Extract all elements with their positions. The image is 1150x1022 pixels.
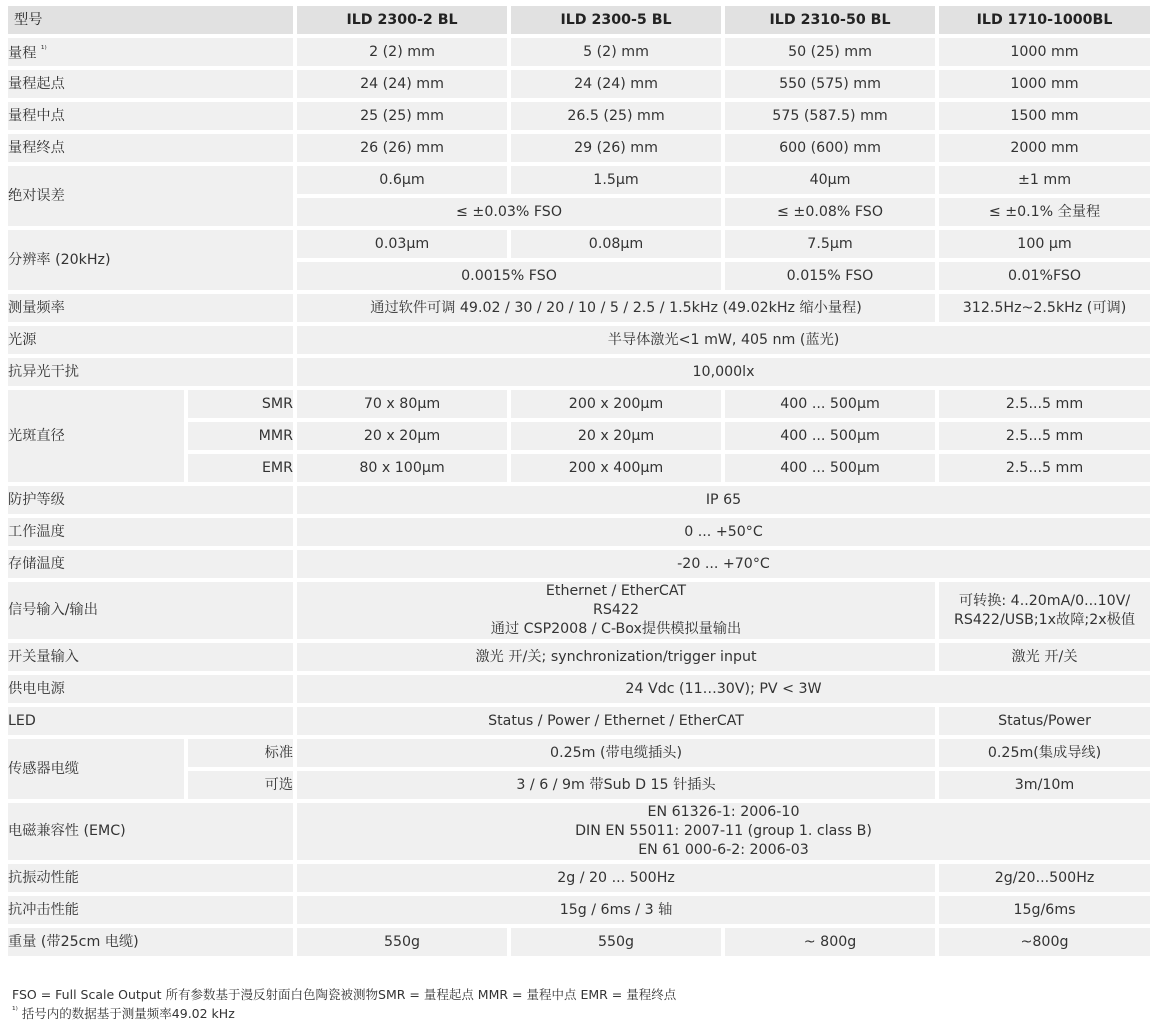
row-light — [8, 326, 1150, 354]
row-frequency — [8, 294, 1150, 322]
cell: 50 (25) mm — [725, 38, 935, 66]
row-label: 光斑直径 — [8, 390, 184, 482]
model-ild-2300-5: ILD 2300-5 BL — [511, 6, 721, 34]
model-ild-2310-50: ILD 2310-50 BL — [725, 6, 935, 34]
cell: 5 (2) mm — [511, 38, 721, 66]
cell: 40μm — [725, 166, 935, 194]
signal-line: 可转换: 4..20mA/0...10V/ — [958, 592, 1131, 609]
cell: 24 (24) mm — [511, 70, 721, 98]
cell: 400 ... 500μm — [725, 422, 935, 450]
row-label: 传感器电缆 — [8, 739, 184, 799]
cell: 激光 开/关; synchronization/trigger input — [297, 643, 935, 671]
row-label: 测量频率 — [8, 294, 293, 322]
row-vibration — [8, 864, 1150, 892]
row-power — [8, 675, 1150, 703]
cell: 200 x 200μm — [511, 390, 721, 418]
row-label: 存储温度 — [8, 550, 293, 578]
model-ild-2300-2: ILD 2300-2 BL — [297, 6, 507, 34]
emc-line: EN 61 000-6-2: 2006-03 — [638, 842, 809, 858]
model-label: 型号 — [8, 6, 293, 34]
cell: 1000 mm — [939, 70, 1150, 98]
row-signal — [8, 582, 1150, 639]
cell: 20 x 20μm — [297, 422, 507, 450]
signal-line: RS422 — [593, 602, 639, 618]
emc-line: EN 61326-1: 2006-10 — [647, 804, 800, 820]
row-op-temp — [8, 518, 1150, 546]
cell: 通过软件可调 49.02 / 30 / 20 / 10 / 5 / 2.5 / 1.5kHz (49.02kHz 缩小量程) — [297, 294, 935, 322]
cell: 1500 mm — [939, 102, 1150, 130]
cell: Status/Power — [939, 707, 1150, 735]
cell: 0.25m(集成导线) — [939, 739, 1150, 767]
cell: 26.5 (25) mm — [511, 102, 721, 130]
cell: 2.5...5 mm — [939, 390, 1150, 418]
cell: 70 x 80μm — [297, 390, 507, 418]
model-ild-1710-1000: ILD 1710-1000BL — [939, 6, 1150, 34]
row-label: 电磁兼容性 (EMC) — [8, 803, 293, 860]
sub-label: MMR — [188, 422, 293, 450]
cell: 0.6μm — [297, 166, 507, 194]
cell: ~800g — [939, 928, 1150, 956]
row-label: 信号输入/输出 — [8, 582, 293, 639]
row-label: 供电电源 — [8, 675, 293, 703]
cell: 25 (25) mm — [297, 102, 507, 130]
cell: 550g — [511, 928, 721, 956]
cell: 400 ... 500μm — [725, 390, 935, 418]
cell: 2000 mm — [939, 134, 1150, 162]
cell: 20 x 20μm — [511, 422, 721, 450]
row-protection — [8, 486, 1150, 514]
cell: 200 x 400μm — [511, 454, 721, 482]
cell: 2g/20...500Hz — [939, 864, 1150, 892]
cell: 1000 mm — [939, 38, 1150, 66]
spec-table — [4, 2, 1150, 960]
row-led — [8, 707, 1150, 735]
cell — [939, 582, 1150, 639]
signal-line: RS422/USB;1x故障;2x极值 — [954, 611, 1136, 628]
cell: 2 (2) mm — [297, 38, 507, 66]
cell: 24 (24) mm — [297, 70, 507, 98]
cell: 26 (26) mm — [297, 134, 507, 162]
cell: 80 x 100μm — [297, 454, 507, 482]
cell: 600 (600) mm — [725, 134, 935, 162]
cell: 312.5Hz~2.5kHz (可调) — [939, 294, 1150, 322]
footnote-line-2: $^{^{1)}}$ 括号内的数据基于测量频率49.02 kHz — [12, 1006, 235, 1022]
cell: 550 (575) mm — [725, 70, 935, 98]
row-label: 工作温度 — [8, 518, 293, 546]
row-spot-smr — [8, 390, 1150, 418]
cell: 0.015% FSO — [725, 262, 935, 290]
cell: 0.03μm — [297, 230, 507, 258]
cell: 7.5μm — [725, 230, 935, 258]
row-label: 绝对误差 — [8, 166, 293, 226]
row-label: LED — [8, 707, 293, 735]
cell: 0.0015% FSO — [297, 262, 721, 290]
cell — [297, 582, 935, 639]
cell: 100 μm — [939, 230, 1150, 258]
row-label: 量程起点 — [8, 70, 293, 98]
cell: 3m/10m — [939, 771, 1150, 799]
cell: 2.5...5 mm — [939, 422, 1150, 450]
row-emc — [8, 803, 1150, 860]
row-label: 光源 — [8, 326, 293, 354]
cell: 400 ... 500μm — [725, 454, 935, 482]
footnotes — [12, 986, 676, 1022]
row-label: 量程中点 — [8, 102, 293, 130]
cell: -20 ... +70°C — [297, 550, 1150, 578]
signal-line: 通过 CSP2008 / C-Box提供模拟量输出 — [490, 621, 742, 637]
signal-line: Ethernet / EtherCAT — [545, 583, 687, 599]
footnote-mark: ¹⁾ — [40, 44, 47, 55]
cell: 3 / 6 / 9m 带Sub D 15 针插头 — [297, 771, 935, 799]
emc-line: DIN EN 55011: 2007-11 (group 1. class B) — [575, 823, 872, 839]
row-label: 重量 (带25cm 电缆) — [8, 928, 293, 956]
footnote-mark: ¹⁾ — [12, 1006, 18, 1016]
row-ambient — [8, 358, 1150, 386]
row-switch — [8, 643, 1150, 671]
cell: ~ 800g — [725, 928, 935, 956]
row-label: 分辨率 (20kHz) — [8, 230, 293, 290]
cell: 0.25m (带电缆插头) — [297, 739, 935, 767]
row-resolution — [8, 230, 1150, 258]
row-label: 开关量输入 — [8, 643, 293, 671]
row-storage-temp — [8, 550, 1150, 578]
footnote-line-1: FSO = Full Scale Output 所有参数基于漫反射面白色陶瓷被测物SMR = 量程起点 MMR = 量程中点 EMR = 量程终点 — [12, 987, 677, 1002]
sub-label: 标准 — [188, 739, 293, 767]
cell: ≤ ±0.1% 全量程 — [939, 198, 1150, 226]
row-label: 抗异光干扰 — [8, 358, 293, 386]
row-shock — [8, 896, 1150, 924]
cell: 15g / 6ms / 3 轴 — [297, 896, 935, 924]
row-cable-standard — [8, 739, 1150, 767]
sub-label: 可选 — [188, 771, 293, 799]
cell: 激光 开/关 — [939, 643, 1150, 671]
cell: 10,000lx — [297, 358, 1150, 386]
cell: 575 (587.5) mm — [725, 102, 935, 130]
cell: 29 (26) mm — [511, 134, 721, 162]
cell: ±1 mm — [939, 166, 1150, 194]
row-range — [8, 38, 1150, 66]
cell: ≤ ±0.03% FSO — [297, 198, 721, 226]
cell: 2g / 20 ... 500Hz — [297, 864, 935, 892]
row-weight — [8, 928, 1150, 956]
cell: 半导体激光<1 mW, 405 nm (蓝光) — [297, 326, 1150, 354]
row-label: 量程 $^{^{1)}}$ — [8, 38, 293, 66]
header-row — [8, 6, 1150, 34]
cell: 0.01%FSO — [939, 262, 1150, 290]
sub-label: SMR — [188, 390, 293, 418]
row-mmr — [8, 102, 1150, 130]
cell: 0 ... +50°C — [297, 518, 1150, 546]
cell: 550g — [297, 928, 507, 956]
row-emr — [8, 134, 1150, 162]
cell — [297, 803, 1150, 860]
cell: 1.5μm — [511, 166, 721, 194]
row-label: 防护等级 — [8, 486, 293, 514]
cell: IP 65 — [297, 486, 1150, 514]
cell: 24 Vdc (11…30V); PV < 3W — [297, 675, 1150, 703]
cell: ≤ ±0.08% FSO — [725, 198, 935, 226]
cell: 0.08μm — [511, 230, 721, 258]
sub-label: EMR — [188, 454, 293, 482]
row-label: 量程终点 — [8, 134, 293, 162]
cell: 15g/6ms — [939, 896, 1150, 924]
cell: 2.5...5 mm — [939, 454, 1150, 482]
row-linearity — [8, 166, 1150, 194]
row-sor — [8, 70, 1150, 98]
row-label: 抗振动性能 — [8, 864, 293, 892]
cell: Status / Power / Ethernet / EtherCAT — [297, 707, 935, 735]
row-label: 抗冲击性能 — [8, 896, 293, 924]
